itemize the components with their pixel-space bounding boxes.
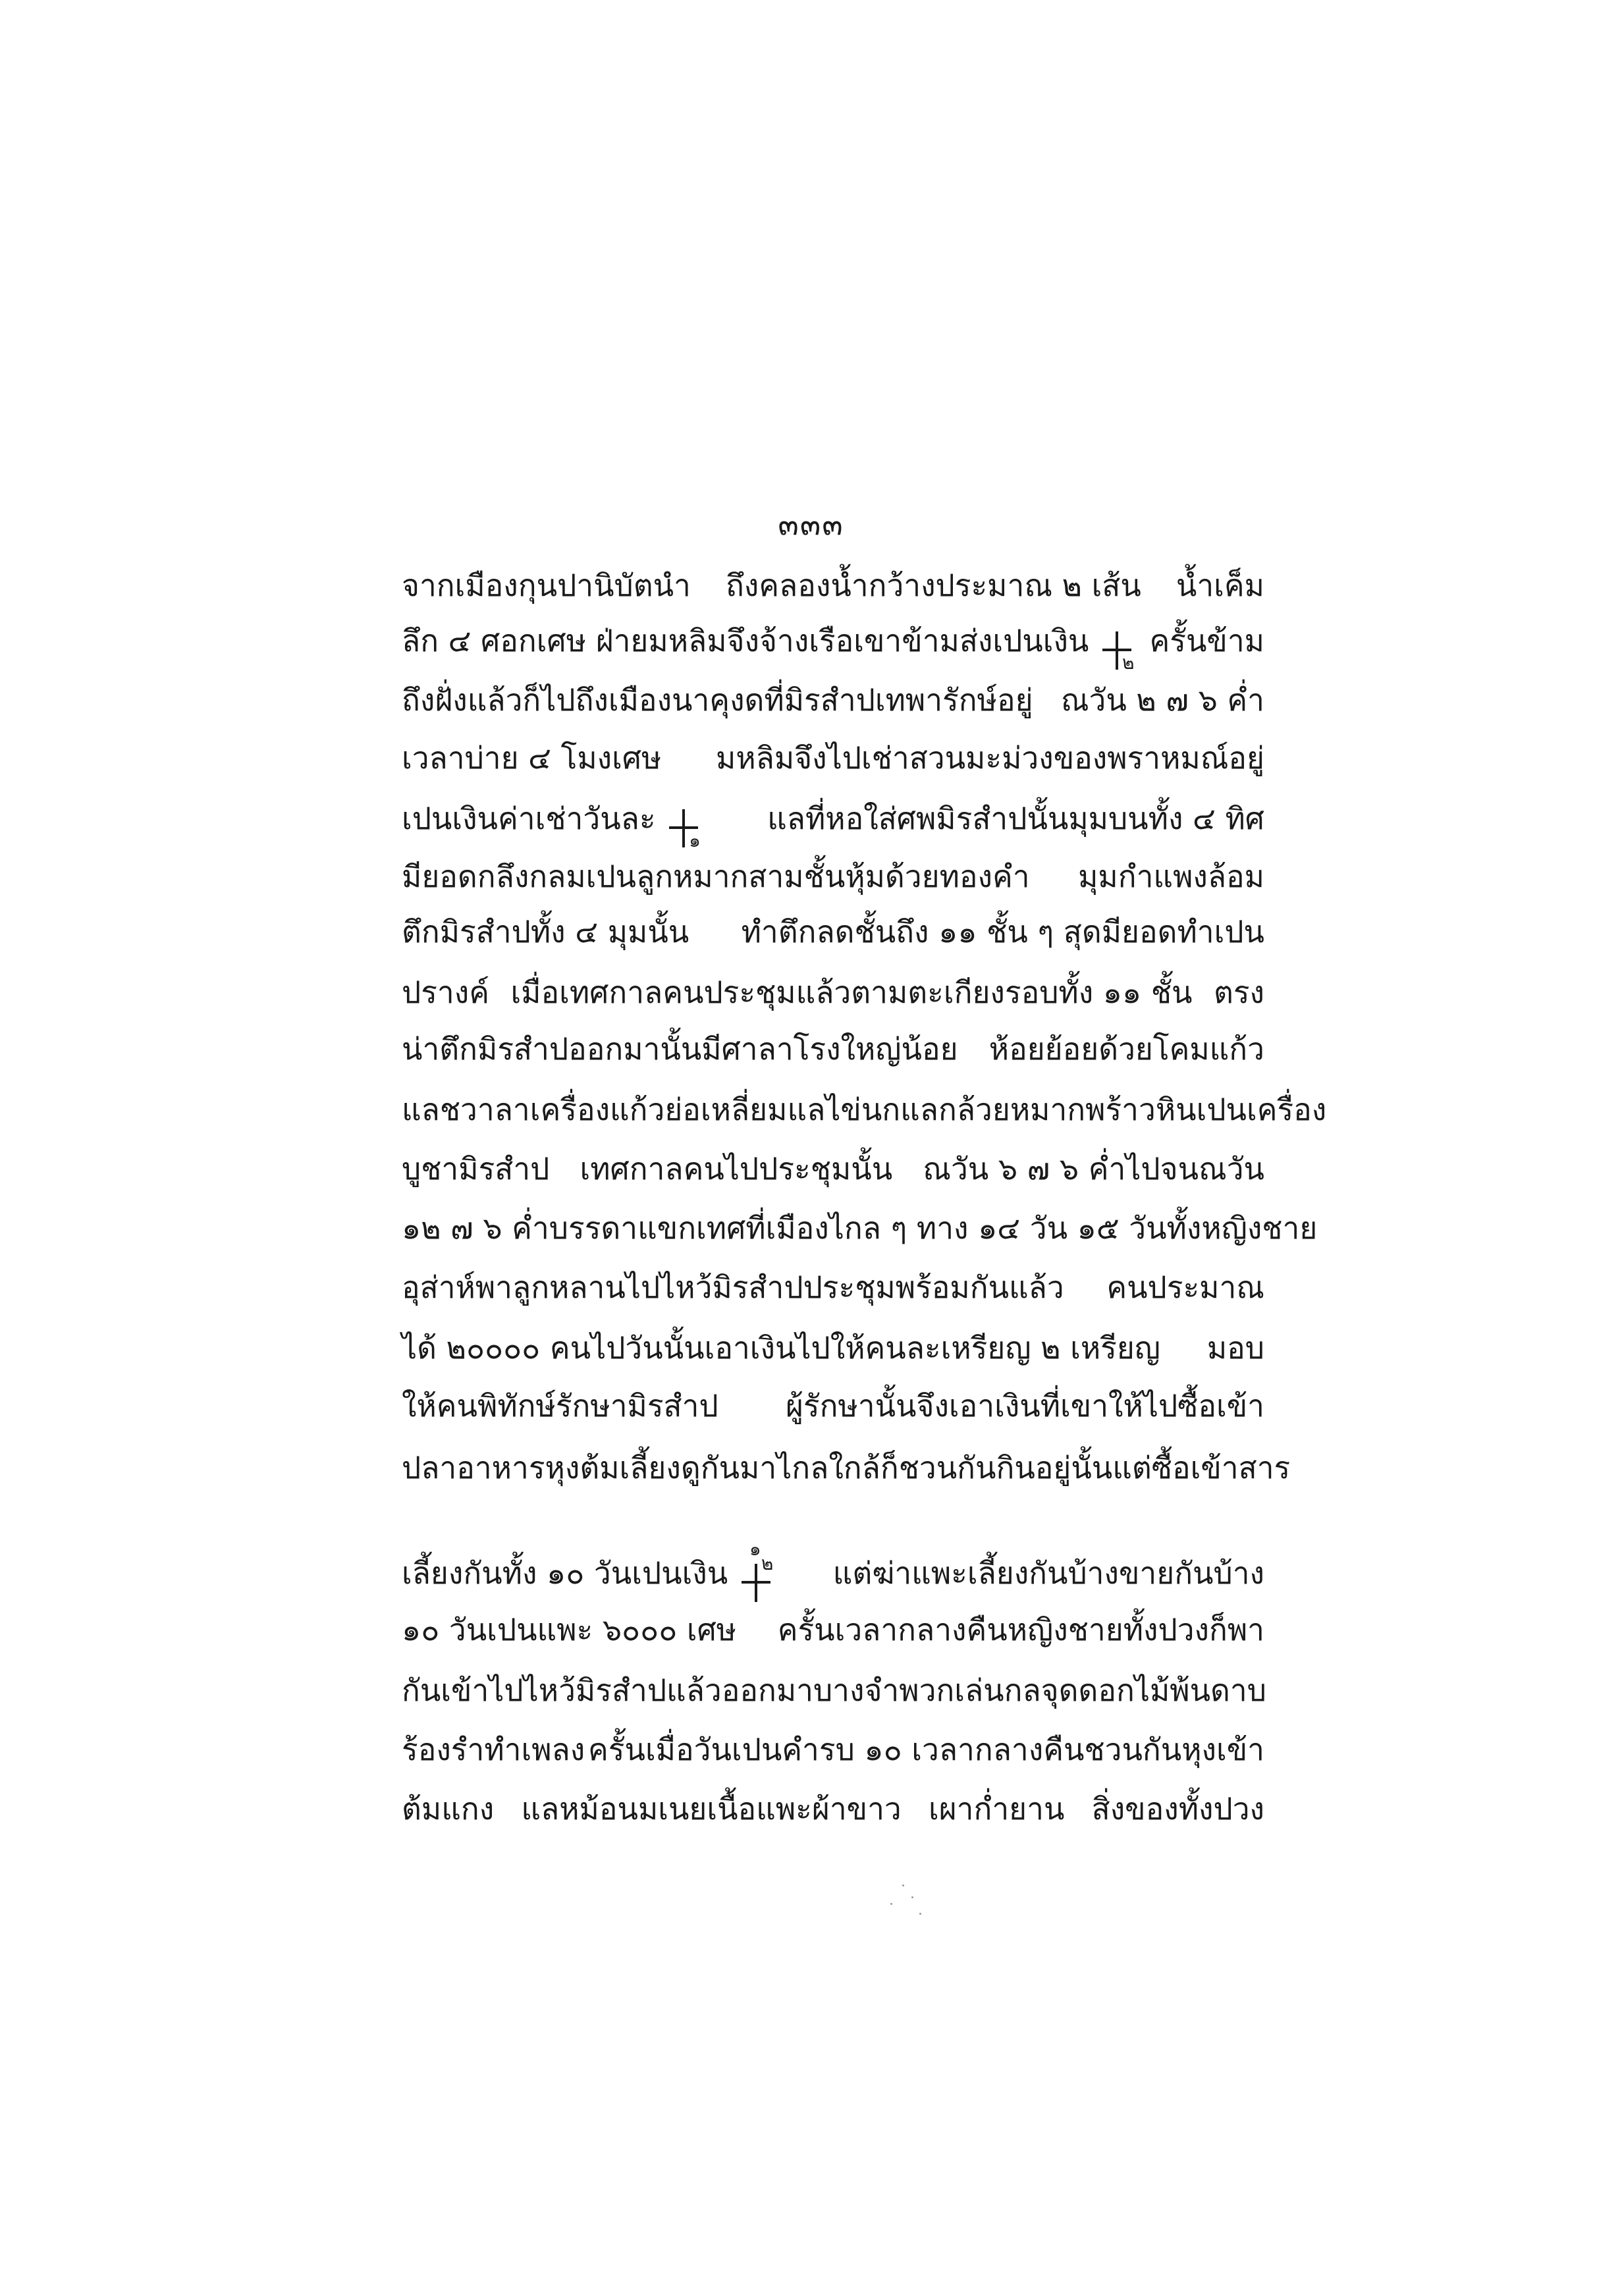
money-fraction-symbol bbox=[1098, 649, 1135, 674]
text-line-7 bbox=[402, 901, 1264, 956]
text-segment: ครั้นเมื่อวันเปนคำรบ ๑๐ เวลากลางคืนชวนกันหุงเข้า bbox=[588, 1732, 1264, 1767]
text-line-6 bbox=[402, 843, 1264, 901]
text-segment: ปลาอาหารหุงต้มเลี้ยงดูกันมาไกลใกล้ก็ชวนกันกินอยู่นั้น bbox=[402, 1450, 1113, 1485]
text-segment: ณวัน ๒ ๗ ๖ ค่ำ bbox=[1060, 682, 1264, 718]
text-line-3 bbox=[402, 665, 1264, 724]
body-text bbox=[402, 548, 1327, 1833]
text-segment: บางจำพวกเล่นกลจุดดอกไม้พ้นดาบ bbox=[813, 1672, 1266, 1708]
text-segment-part: เลี้ยงกันทั้ง ๑๐ วันเปนเงิน bbox=[402, 1555, 728, 1591]
text-segment: บรรดาแขกเทศที่เมืองไกล ๆ ทาง ๑๔ วัน ๑๕ วันทั้งหญิงชาย bbox=[549, 1210, 1318, 1246]
text-segment: มอบ bbox=[1206, 1330, 1264, 1366]
fraction-numeral: ๒ bbox=[1122, 652, 1135, 674]
text-segment: ห้อยย้อยด้วยโคมแก้ว bbox=[988, 1031, 1264, 1067]
text-segment: ครั้นข้าม bbox=[1149, 623, 1264, 658]
fraction-stem bbox=[682, 809, 685, 847]
fraction-stem bbox=[1116, 631, 1118, 670]
text-line-20 bbox=[402, 1715, 1264, 1774]
text-line-15 bbox=[402, 1372, 1264, 1430]
text-segment: ตรง bbox=[1213, 974, 1264, 1010]
text-segment: อุส่าห์พาลูกหลานไปไหว้มิรสำปประชุมพร้อมกันแล้ว bbox=[402, 1269, 1064, 1305]
text-segment: คนประมาณ bbox=[1106, 1269, 1264, 1305]
text-line-14 bbox=[402, 1312, 1264, 1372]
text-segment: กันเข้าไปไหว้มิรสำปแล้วออกมา bbox=[402, 1672, 813, 1708]
text-segment: น่าตึกมิรสำปออกมานั้นมีศาลาโรงใหญ่น้อย bbox=[402, 1031, 958, 1067]
text-segment bbox=[402, 1538, 774, 1597]
text-segment: มหลิมจึงไปเช่าสวนมะม่วงของพราหมณ์อยู่ bbox=[716, 740, 1264, 776]
text-segment: ถึงฝั่งแล้วก็ไปถึงเมืองนาคุงดที่มิรสำปเทพารักษ์อยู่ bbox=[402, 682, 1033, 718]
text-segment: แต่ฆ่าแพะเลี้ยงกันบ้างขายกันบ้าง bbox=[832, 1555, 1264, 1591]
text-segment-part: เปนเงินค่าเช่าวันละ bbox=[402, 801, 656, 836]
text-segment bbox=[402, 617, 1135, 674]
text-line-1 bbox=[402, 548, 1264, 610]
text-segment: แลชวาลาเครื่องแก้วย่อเหลี่ยมแลไข่นกแลกล้วยหมากพร้าวหินเปนเครื่อง bbox=[402, 1092, 1327, 1127]
text-segment: ให้คนพิทักษ์รักษามิรสำป bbox=[402, 1388, 718, 1424]
text-line-21 bbox=[402, 1774, 1264, 1833]
text-segment: ๑๒ ๗ ๖ ค่ำ bbox=[402, 1210, 549, 1246]
text-segment bbox=[402, 795, 702, 851]
text-segment: มียอดกลึงกลมเปนลูกหมากสามชั้นหุ้มด้วยทองคำ bbox=[402, 859, 1030, 894]
text-line-17 bbox=[402, 1492, 1264, 1597]
text-segment: ทำตึกลดชั้นถึง ๑๑ ชั้น ๆ สุดมียอดทำเปน bbox=[741, 914, 1264, 949]
text-segment: ถึงคลองน้ำกว้างประมาณ ๒ เส้น bbox=[725, 568, 1141, 603]
text-line-18 bbox=[402, 1597, 1264, 1654]
text-segment: น้ำเค็ม bbox=[1176, 568, 1264, 603]
text-line-8 bbox=[402, 956, 1264, 1017]
text-segment-part: ลึก ๔ ศอกเศษ ฝ่ายมหลิมจึงจ้างเรือเขาข้ามส่งเปนเงิน bbox=[402, 623, 1089, 658]
text-line-2 bbox=[402, 610, 1264, 674]
text-segment: เผาก่ำยาน bbox=[928, 1791, 1065, 1827]
text-line-10 bbox=[402, 1073, 1327, 1134]
money-fraction-symbol bbox=[738, 1538, 774, 1584]
text-segment: สิ่งของทั้งปวง bbox=[1091, 1791, 1264, 1827]
text-segment: เทศกาลคนไปประชุมนั้น bbox=[580, 1151, 893, 1187]
text-segment: ครั้นเวลากลางคืนหญิงชายทั้งปวงก็พา bbox=[777, 1612, 1264, 1647]
text-line-16 bbox=[402, 1430, 1291, 1492]
text-segment: มุมกำแพงล้อม bbox=[1078, 859, 1264, 894]
fraction-numeral: ๒ bbox=[761, 1553, 774, 1574]
text-segment: ร้องรำทำเพลง bbox=[402, 1732, 585, 1767]
fraction-numeral-upper: ๑ bbox=[749, 1538, 761, 1560]
text-segment: จากเมืองกุนปานิบัตนำ bbox=[402, 568, 691, 603]
scan-speck bbox=[911, 1896, 913, 1898]
text-line-19 bbox=[402, 1654, 1264, 1715]
fraction-numeral: ๑ bbox=[689, 830, 701, 851]
text-segment: บูชามิรสำป bbox=[402, 1151, 550, 1187]
scan-speck bbox=[902, 1884, 904, 1886]
money-fraction-symbol bbox=[665, 826, 702, 851]
text-segment: แต่ซื้อเข้าสาร bbox=[1112, 1450, 1291, 1485]
page-number: ๓๓๓ bbox=[778, 506, 844, 542]
text-segment: ๑๐ วันเปนแพะ ๖๐๐๐ เศษ bbox=[402, 1612, 737, 1647]
text-line-11 bbox=[402, 1134, 1264, 1193]
text-line-4 bbox=[402, 724, 1264, 782]
fraction-stem bbox=[755, 1564, 757, 1602]
text-line-13 bbox=[402, 1252, 1264, 1312]
text-segment: แลหม้อนมเนยเนื้อแพะผ้าขาว bbox=[521, 1791, 902, 1827]
text-segment: ปรางค์ bbox=[402, 974, 489, 1010]
text-line-5 bbox=[402, 782, 1264, 851]
text-line-9 bbox=[402, 1017, 1264, 1073]
text-segment: ต้มแกง bbox=[402, 1791, 495, 1827]
scan-speck bbox=[919, 1913, 921, 1915]
scan-speck bbox=[890, 1903, 892, 1905]
text-segment: เวลาบ่าย ๔ โมงเศษ bbox=[402, 740, 662, 776]
text-segment: ตึกมิรสำปทั้ง ๔ มุมนั้น bbox=[402, 914, 689, 949]
text-line-12 bbox=[402, 1193, 1318, 1252]
text-segment: ผู้รักษานั้นจึงเอาเงินที่เขาให้ไปซื้อเข้า bbox=[785, 1388, 1264, 1424]
text-segment: ณวัน ๖ ๗ ๖ ค่ำไปจนณวัน bbox=[923, 1151, 1264, 1187]
text-segment: เมื่อเทศกาลคนประชุมแล้วตามตะเกียงรอบทั้ง ๑๑ ชั้น bbox=[510, 974, 1193, 1010]
text-segment: ได้ ๒๐๐๐๐ คนไปวันนั้นเอาเงินไปให้คนละเหรียญ ๒ เหรียญ bbox=[402, 1330, 1160, 1366]
text-segment: แลที่หอใส่ศพมิรสำปนั้นมุมบนทั้ง ๔ ทิศ bbox=[767, 801, 1264, 836]
